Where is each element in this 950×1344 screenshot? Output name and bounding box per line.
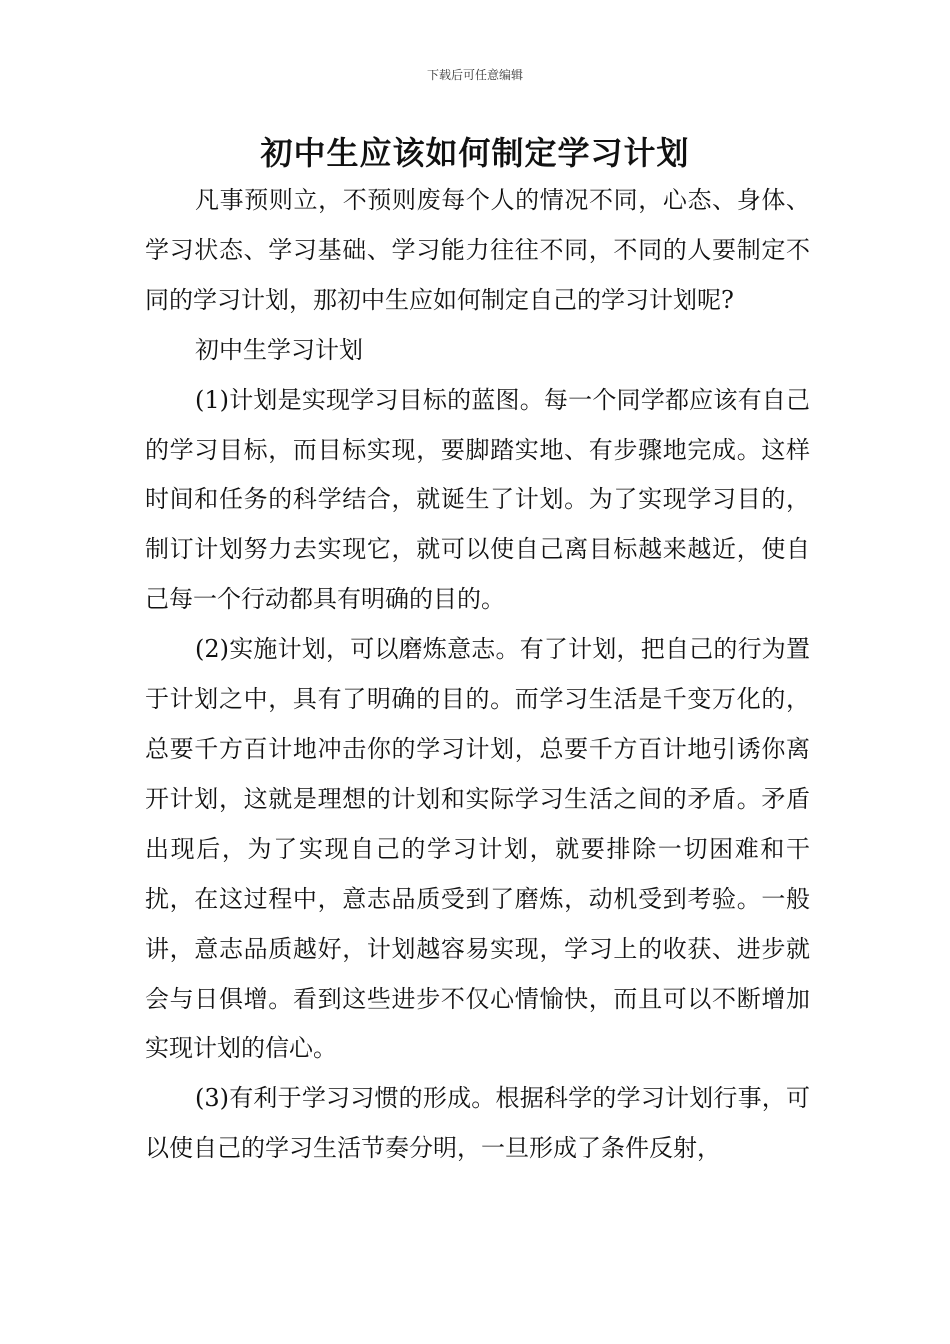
section-heading: 初中生学习计划	[195, 335, 363, 364]
header-note: 下载后可任意编辑	[426, 68, 523, 82]
paragraph-point-2: (2)实施计划，可以磨炼意志。有了计划，把自己的行为置于计划之中，具有了明确的目的。而学习生活是千变万化的，总要千方百计地冲击你的学习计划，总要千方百计地引诱你离开计划，这就是理想的计划和实际学习生活之间的矛盾。矛盾出现后，为了实现自己的学习计划，就要排除一切困难和干扰，在这过程中，意志品质受到了磨炼，动机受到考验。一般讲，意志品质越好，计划越容易实现，学习上的收获、进步就会与日俱增。看到这些进步不仅心情愉快，而且可以不断增加实现计划的信心。	[145, 635, 810, 1063]
paragraph-point-1: (1)计划是实现学习目标的蓝图。每一个同学都应该有自己的学习目标，而目标实现，要脚踏实地、有步骤地完成。这样时间和任务的科学结合，就诞生了计划。为了实现学习目的，制订计划努力去实现它，就可以使自己离目标越来越近，使自己每一个行动都具有明确的目的。	[145, 385, 810, 614]
document-body	[145, 176, 810, 1174]
document-title: 初中生应该如何制定学习计划	[260, 134, 690, 172]
paragraph-point-3: (3)有利于学习习惯的形成。根据科学的学习计划行事，可以使自己的学习生活节奏分明，一旦形成了条件反射，	[145, 1084, 810, 1163]
paragraph-intro: 凡事预则立，不预则废每个人的情况不同，心态、身体、学习状态、学习基础、学习能力往往不同，不同的人要制定不同的学习计划，那初中生应如何制定自己的学习计划呢?	[145, 186, 810, 314]
